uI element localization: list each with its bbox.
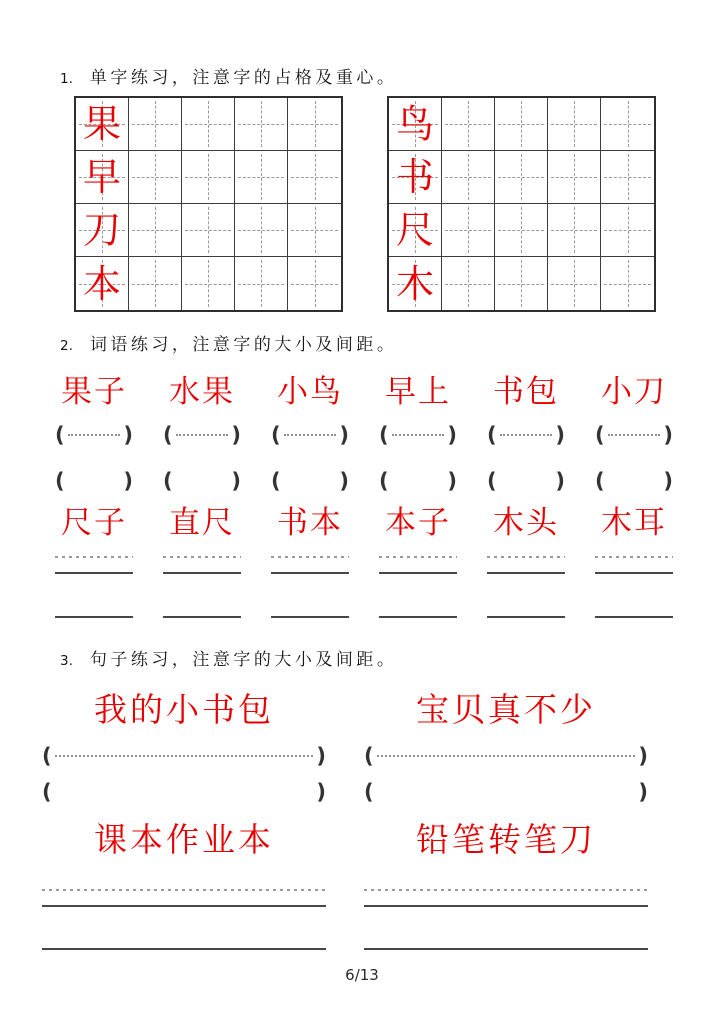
paren-close: ) xyxy=(663,468,673,493)
answer-blank-empty xyxy=(595,470,673,492)
tianzige-cell xyxy=(601,151,654,204)
paren-close: ) xyxy=(231,422,241,447)
tianzige-cell xyxy=(182,204,235,257)
writing-line xyxy=(364,948,648,950)
tianzige-cell xyxy=(288,257,341,310)
tianzige-cell xyxy=(235,204,288,257)
tianzige-cell xyxy=(235,151,288,204)
answer-blank-dashed xyxy=(271,424,349,446)
answer-blank-empty xyxy=(487,470,565,492)
tianzige-cell xyxy=(76,151,129,204)
tianzige-cell xyxy=(495,257,548,310)
practice-word: 小刀 xyxy=(601,374,667,410)
section-title: 词语练习，注意字的大小及间距。 xyxy=(89,335,398,355)
paren-open: ( xyxy=(487,468,497,493)
paren-close: ) xyxy=(123,468,133,493)
practice-char: 果 xyxy=(82,102,121,146)
paren-open: ( xyxy=(379,422,389,447)
section-number: 2. xyxy=(60,338,73,354)
paren-close: ) xyxy=(555,422,565,447)
practice-sentence: 我的小书包 xyxy=(94,690,274,729)
section-title: 句子练习，注意字的大小及间距。 xyxy=(89,650,398,670)
answer-blank-empty xyxy=(163,470,241,492)
tianzige-cell xyxy=(442,98,495,151)
writing-line xyxy=(55,572,133,574)
writing-line xyxy=(55,616,133,618)
practice-word: 直尺 xyxy=(169,505,235,541)
dashed-writing-line xyxy=(364,889,648,891)
section-title: 单字练习，注意字的占格及重心。 xyxy=(89,68,398,88)
word-row-1 xyxy=(55,374,673,411)
paren-close: ) xyxy=(339,422,349,447)
practice-word: 木头 xyxy=(493,505,559,541)
paren-open: ( xyxy=(379,468,389,493)
tianzige-cell xyxy=(548,151,601,204)
tianzige-cell xyxy=(76,257,129,310)
section-2-heading xyxy=(60,330,397,355)
practice-word: 书本 xyxy=(277,505,343,541)
practice-word: 尺子 xyxy=(61,505,127,541)
answer-blank-empty xyxy=(271,470,349,492)
paren-close: ) xyxy=(231,468,241,493)
tianzige-cell xyxy=(601,257,654,310)
tianzige-grid-right xyxy=(387,96,656,312)
writing-line xyxy=(487,572,565,574)
section-3-heading xyxy=(60,645,397,670)
answer-blank-empty xyxy=(364,781,648,803)
dash-guide xyxy=(55,755,314,757)
practice-sentence: 铅笔转笔刀 xyxy=(416,820,596,859)
paren-open: ( xyxy=(364,743,374,768)
practice-char: 尺 xyxy=(395,208,434,252)
dash-guide xyxy=(176,434,229,436)
dashed-writing-line xyxy=(595,556,673,558)
practice-word: 果子 xyxy=(61,374,127,410)
practice-word: 小鸟 xyxy=(277,374,343,410)
dash-guide xyxy=(284,434,337,436)
paren-open: ( xyxy=(42,743,52,768)
paren-open: ( xyxy=(163,468,173,493)
dash-guide xyxy=(377,755,636,757)
dash-guide xyxy=(392,434,445,436)
paren-close: ) xyxy=(447,422,457,447)
tianzige-cell xyxy=(389,257,442,310)
tianzige-cell xyxy=(129,151,182,204)
tianzige-cell xyxy=(495,151,548,204)
writing-line xyxy=(163,572,241,574)
paren-open: ( xyxy=(271,422,281,447)
tianzige-cell xyxy=(548,98,601,151)
answer-blank-dashed xyxy=(364,745,648,767)
paren-close: ) xyxy=(638,743,648,768)
tianzige-cell xyxy=(288,151,341,204)
wide-paren-dashed-row xyxy=(42,745,648,767)
answer-blank-dashed xyxy=(42,745,326,767)
paren-close: ) xyxy=(555,468,565,493)
wide-paren-empty-row xyxy=(42,781,648,803)
practice-char: 本 xyxy=(82,261,121,306)
practice-char: 早 xyxy=(82,155,121,199)
dashed-writing-line xyxy=(379,556,457,558)
paren-close: ) xyxy=(638,779,648,804)
dash-guide xyxy=(608,434,661,436)
practice-sentence: 课本作业本 xyxy=(94,820,274,859)
section-number: 3. xyxy=(60,653,73,669)
practice-sentence: 宝贝真不少 xyxy=(416,690,596,729)
writing-line xyxy=(42,948,326,950)
tianzige-cell xyxy=(182,257,235,310)
paren-close: ) xyxy=(123,422,133,447)
writing-line xyxy=(487,616,565,618)
tianzige-cell xyxy=(288,204,341,257)
tianzige-cell xyxy=(235,257,288,310)
paren-empty-row xyxy=(55,470,673,492)
practice-word: 水果 xyxy=(169,374,235,410)
tianzige-cell xyxy=(182,98,235,151)
word-row-2 xyxy=(55,505,673,542)
writing-line xyxy=(379,572,457,574)
practice-char: 鸟 xyxy=(395,102,434,146)
paren-open: ( xyxy=(364,779,374,804)
practice-char: 木 xyxy=(395,261,434,306)
answer-blank-dashed xyxy=(163,424,241,446)
tianzige-cell xyxy=(76,98,129,151)
writing-line xyxy=(163,616,241,618)
dashed-writing-line xyxy=(55,556,133,558)
practice-word: 木耳 xyxy=(601,505,667,541)
section-1-heading xyxy=(60,63,397,88)
wide-solid-line-row-1 xyxy=(42,905,648,907)
wide-solid-line-row-2 xyxy=(42,948,648,950)
tianzige-cell xyxy=(129,98,182,151)
paren-close: ) xyxy=(316,779,326,804)
practice-word: 书包 xyxy=(493,374,559,410)
tianzige-cell xyxy=(76,204,129,257)
paren-close: ) xyxy=(663,422,673,447)
tianzige-cell xyxy=(129,257,182,310)
tianzige-cell xyxy=(601,204,654,257)
tianzige-cell xyxy=(389,204,442,257)
dash-guide xyxy=(500,434,553,436)
sentence-row-1 xyxy=(42,690,648,730)
writing-line xyxy=(595,616,673,618)
dashed-writing-line xyxy=(271,556,349,558)
paren-open: ( xyxy=(55,468,65,493)
paren-open: ( xyxy=(163,422,173,447)
solid-line-row-2 xyxy=(55,616,673,618)
tianzige-cell xyxy=(495,98,548,151)
paren-open: ( xyxy=(271,468,281,493)
answer-blank-dashed xyxy=(55,424,133,446)
answer-blank-dashed xyxy=(379,424,457,446)
tianzige-cell xyxy=(495,204,548,257)
tianzige-cell xyxy=(548,204,601,257)
answer-blank-empty xyxy=(55,470,133,492)
tianzige-cell xyxy=(389,98,442,151)
writing-line xyxy=(379,616,457,618)
dashed-line-row xyxy=(55,556,673,558)
writing-line xyxy=(42,905,326,907)
paren-open: ( xyxy=(595,422,605,447)
answer-blank-dashed xyxy=(487,424,565,446)
sentence-row-2 xyxy=(42,820,648,860)
dashed-writing-line xyxy=(163,556,241,558)
practice-char: 书 xyxy=(395,155,434,199)
tianzige-cell xyxy=(182,151,235,204)
answer-blank-empty xyxy=(42,781,326,803)
dash-guide xyxy=(68,434,121,436)
tianzige-cell xyxy=(129,204,182,257)
paren-close: ) xyxy=(316,743,326,768)
writing-line xyxy=(595,572,673,574)
practice-word: 本子 xyxy=(385,505,451,541)
writing-line xyxy=(364,905,648,907)
paren-close: ) xyxy=(447,468,457,493)
paren-dashed-row xyxy=(55,424,673,446)
solid-line-row-1 xyxy=(55,572,673,574)
tianzige-grid-left xyxy=(74,96,343,312)
paren-open: ( xyxy=(595,468,605,493)
section-number: 1. xyxy=(60,71,73,87)
dashed-writing-line xyxy=(42,889,326,891)
tianzige-cell xyxy=(389,151,442,204)
answer-blank-dashed xyxy=(595,424,673,446)
practice-char: 刀 xyxy=(82,208,121,252)
writing-line xyxy=(271,572,349,574)
tianzige-cell xyxy=(442,204,495,257)
paren-open: ( xyxy=(42,779,52,804)
tianzige-cell xyxy=(442,151,495,204)
wide-dashed-line-row xyxy=(42,889,648,891)
tianzige-cell xyxy=(288,98,341,151)
tianzige-cell xyxy=(548,257,601,310)
answer-blank-empty xyxy=(379,470,457,492)
paren-open: ( xyxy=(487,422,497,447)
dashed-writing-line xyxy=(487,556,565,558)
tianzige-cell xyxy=(601,98,654,151)
writing-line xyxy=(271,616,349,618)
paren-open: ( xyxy=(55,422,65,447)
tianzige-cell xyxy=(442,257,495,310)
page-number: 6/13 xyxy=(345,966,379,984)
paren-close: ) xyxy=(339,468,349,493)
tianzige-cell xyxy=(235,98,288,151)
practice-word: 早上 xyxy=(385,374,451,410)
